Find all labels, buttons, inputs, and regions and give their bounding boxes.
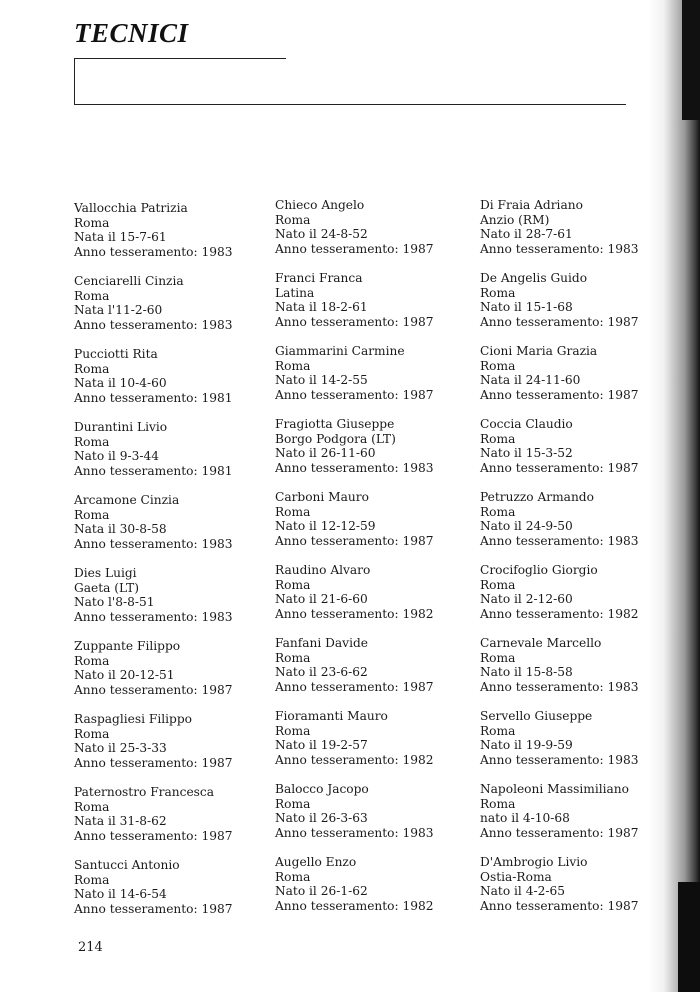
entry-birth: Nato il 4-2-65 <box>480 884 565 899</box>
entry-year: Anno tesseramento: 1987 <box>74 901 233 916</box>
list-item <box>275 271 475 344</box>
entry-birth: Nato il 24-9-50 <box>480 519 573 534</box>
entry-place: Roma <box>74 288 110 303</box>
entry-name: Arcamone Cinzia <box>74 493 180 507</box>
list-item <box>74 858 274 931</box>
list-item <box>74 493 274 566</box>
entry-place: Roma <box>275 723 311 738</box>
entry-name: Vallocchia Patrizia <box>74 201 188 215</box>
entry-place: Roma <box>480 431 516 446</box>
entry-birth: Nato il 15-8-58 <box>480 665 573 680</box>
list-item <box>74 712 274 785</box>
title-rule-top <box>74 58 286 59</box>
entry-name: Fanfani Davide <box>275 636 368 650</box>
entry-birth: Nato il 20-12-51 <box>74 668 175 683</box>
entry-place: Roma <box>74 726 110 741</box>
entry-name: Franci Franca <box>275 271 363 285</box>
entry-year: Anno tesseramento: 1987 <box>74 755 233 770</box>
entry-birth: Nato il 19-2-57 <box>275 738 368 753</box>
entry-name: Chieco Angelo <box>275 198 365 212</box>
entry-birth: Nato il 19-9-59 <box>480 738 573 753</box>
entry-year: Anno tesseramento: 1987 <box>275 241 434 256</box>
entry-birth: Nata il 10-4-60 <box>74 376 167 391</box>
list-item <box>74 566 274 639</box>
entry-place: Gaeta (LT) <box>74 580 139 595</box>
entry-name: Zuppante Filippo <box>74 639 181 653</box>
list-item <box>275 490 475 563</box>
entry-name: Carnevale Marcello <box>480 636 602 650</box>
entry-year: Anno tesseramento: 1983 <box>275 460 434 475</box>
list-item <box>74 347 274 420</box>
entry-year: Anno tesseramento: 1987 <box>480 825 639 840</box>
entry-name: Cenciarelli Cinzia <box>74 274 184 288</box>
entry-birth: Nato il 2-12-60 <box>480 592 573 607</box>
entry-place: Roma <box>275 358 311 373</box>
entry-year: Anno tesseramento: 1982 <box>480 606 639 621</box>
entry-birth: Nato il 23-6-62 <box>275 665 368 680</box>
book-spine-shadow-bottom <box>678 882 700 992</box>
list-item <box>74 201 274 274</box>
entry-year: Anno tesseramento: 1983 <box>74 536 233 551</box>
entry-place: Roma <box>74 507 110 522</box>
entry-place: Roma <box>275 577 311 592</box>
entry-birth: Nata il 31-8-62 <box>74 814 167 829</box>
page-number: 214 <box>78 940 103 955</box>
list-item <box>74 785 274 858</box>
entry-year: Anno tesseramento: 1987 <box>480 460 639 475</box>
entry-birth: Nato il 25-3-33 <box>74 741 167 756</box>
entry-year: Anno tesseramento: 1987 <box>275 679 434 694</box>
entry-birth: Nato il 26-11-60 <box>275 446 376 461</box>
entry-year: Anno tesseramento: 1987 <box>275 387 434 402</box>
list-item <box>275 709 475 782</box>
entry-name: Crocifoglio Giorgio <box>480 563 598 577</box>
entry-name: Petruzzo Armando <box>480 490 594 504</box>
entry-place: Roma <box>74 653 110 668</box>
list-item <box>275 563 475 636</box>
entry-birth: Nato l'8-8-51 <box>74 595 155 610</box>
entry-birth: Nato il 26-1-62 <box>275 884 368 899</box>
entry-birth: Nato il 14-6-54 <box>74 887 167 902</box>
entry-birth: Nata l'11-2-60 <box>74 303 163 318</box>
entry-birth: Nata il 15-7-61 <box>74 230 167 245</box>
list-item <box>74 639 274 712</box>
list-item <box>275 344 475 417</box>
entry-name: Carboni Mauro <box>275 490 369 504</box>
entry-year: Anno tesseramento: 1987 <box>480 387 639 402</box>
entry-year: Anno tesseramento: 1983 <box>480 679 639 694</box>
entry-birth: Nata il 18-2-61 <box>275 300 368 315</box>
entry-birth: Nato il 9-3-44 <box>74 449 159 464</box>
title-rule-bottom <box>74 104 626 105</box>
entry-place: Roma <box>480 650 516 665</box>
entry-birth: Nato il 26-3-63 <box>275 811 368 826</box>
entry-birth: Nata il 24-11-60 <box>480 373 581 388</box>
entry-name: D'Ambrogio Livio <box>480 855 588 869</box>
entry-year: Anno tesseramento: 1987 <box>480 898 639 913</box>
entry-name: Cioni Maria Grazia <box>480 344 598 358</box>
entry-year: Anno tesseramento: 1983 <box>275 825 434 840</box>
entry-birth: nato il 4-10-68 <box>480 811 570 826</box>
entry-name: Fragiotta Giuseppe <box>275 417 395 431</box>
entry-name: Augello Enzo <box>275 855 357 869</box>
entry-year: Anno tesseramento: 1983 <box>480 533 639 548</box>
entry-place: Roma <box>480 358 516 373</box>
entry-birth: Nato il 15-3-52 <box>480 446 573 461</box>
entry-name: Durantini Livio <box>74 420 168 434</box>
column-2 <box>275 198 475 928</box>
entry-name: Santucci Antonio <box>74 858 180 872</box>
entry-place: Borgo Podgora (LT) <box>275 431 396 446</box>
list-item <box>74 420 274 493</box>
entry-year: Anno tesseramento: 1987 <box>275 533 434 548</box>
entry-year: Anno tesseramento: 1987 <box>74 682 233 697</box>
entry-place: Roma <box>275 796 311 811</box>
page-title: TECNICI <box>74 18 189 48</box>
entry-place: Roma <box>74 799 110 814</box>
entry-place: Roma <box>480 504 516 519</box>
entry-place: Roma <box>275 212 311 227</box>
list-item <box>275 636 475 709</box>
entry-name: De Angelis Guido <box>480 271 588 285</box>
entry-year: Anno tesseramento: 1983 <box>480 752 639 767</box>
book-spine-shadow <box>648 0 700 992</box>
list-item <box>275 782 475 855</box>
entry-name: Paternostro Francesca <box>74 785 215 799</box>
entry-name: Raudino Alvaro <box>275 563 371 577</box>
list-item <box>275 198 475 271</box>
entry-birth: Nato il 24-8-52 <box>275 227 368 242</box>
entry-name: Raspagliesi Filippo <box>74 712 192 726</box>
entry-place: Roma <box>74 434 110 449</box>
entry-place: Roma <box>480 796 516 811</box>
list-item <box>275 417 475 490</box>
entry-place: Roma <box>275 869 311 884</box>
entry-place: Latina <box>275 285 315 300</box>
entry-birth: Nata il 30-8-58 <box>74 522 167 537</box>
entry-place: Roma <box>480 577 516 592</box>
entry-place: Roma <box>74 215 110 230</box>
entry-place: Roma <box>74 361 110 376</box>
entry-place: Roma <box>275 504 311 519</box>
entry-place: Roma <box>275 650 311 665</box>
entry-year: Anno tesseramento: 1987 <box>74 828 233 843</box>
entry-name: Balocco Jacopo <box>275 782 369 796</box>
entry-year: Anno tesseramento: 1983 <box>74 244 233 259</box>
entry-name: Servello Giuseppe <box>480 709 593 723</box>
entry-name: Di Fraia Adriano <box>480 198 583 212</box>
entry-birth: Nato il 14-2-55 <box>275 373 368 388</box>
book-spine-shadow-top <box>682 0 700 120</box>
entry-year: Anno tesseramento: 1987 <box>275 314 434 329</box>
entry-year: Anno tesseramento: 1982 <box>275 752 434 767</box>
entry-birth: Nato il 21-6-60 <box>275 592 368 607</box>
entry-place: Anzio (RM) <box>480 212 550 227</box>
entry-birth: Nato il 28-7-61 <box>480 227 573 242</box>
title-rule-left <box>74 58 75 105</box>
entry-year: Anno tesseramento: 1983 <box>74 317 233 332</box>
entry-year: Anno tesseramento: 1987 <box>480 314 639 329</box>
entry-year: Anno tesseramento: 1983 <box>480 241 639 256</box>
entry-name: Fioramanti Mauro <box>275 709 388 723</box>
entry-year: Anno tesseramento: 1981 <box>74 390 233 405</box>
list-item <box>74 274 274 347</box>
entry-birth: Nato il 15-1-68 <box>480 300 573 315</box>
entry-place: Roma <box>74 872 110 887</box>
entry-name: Dies Luigi <box>74 566 137 580</box>
column-1 <box>74 201 274 931</box>
entry-name: Pucciotti Rita <box>74 347 158 361</box>
entry-year: Anno tesseramento: 1982 <box>275 898 434 913</box>
entry-birth: Nato il 12-12-59 <box>275 519 376 534</box>
list-item <box>275 855 475 928</box>
entry-place: Roma <box>480 723 516 738</box>
entry-place: Roma <box>480 285 516 300</box>
entry-name: Coccia Claudio <box>480 417 573 431</box>
entry-name: Napoleoni Massimiliano <box>480 782 629 796</box>
entry-name: Giammarini Carmine <box>275 344 405 358</box>
entry-year: Anno tesseramento: 1982 <box>275 606 434 621</box>
entry-year: Anno tesseramento: 1981 <box>74 463 233 478</box>
entry-year: Anno tesseramento: 1983 <box>74 609 233 624</box>
entry-place: Ostia-Roma <box>480 869 552 884</box>
